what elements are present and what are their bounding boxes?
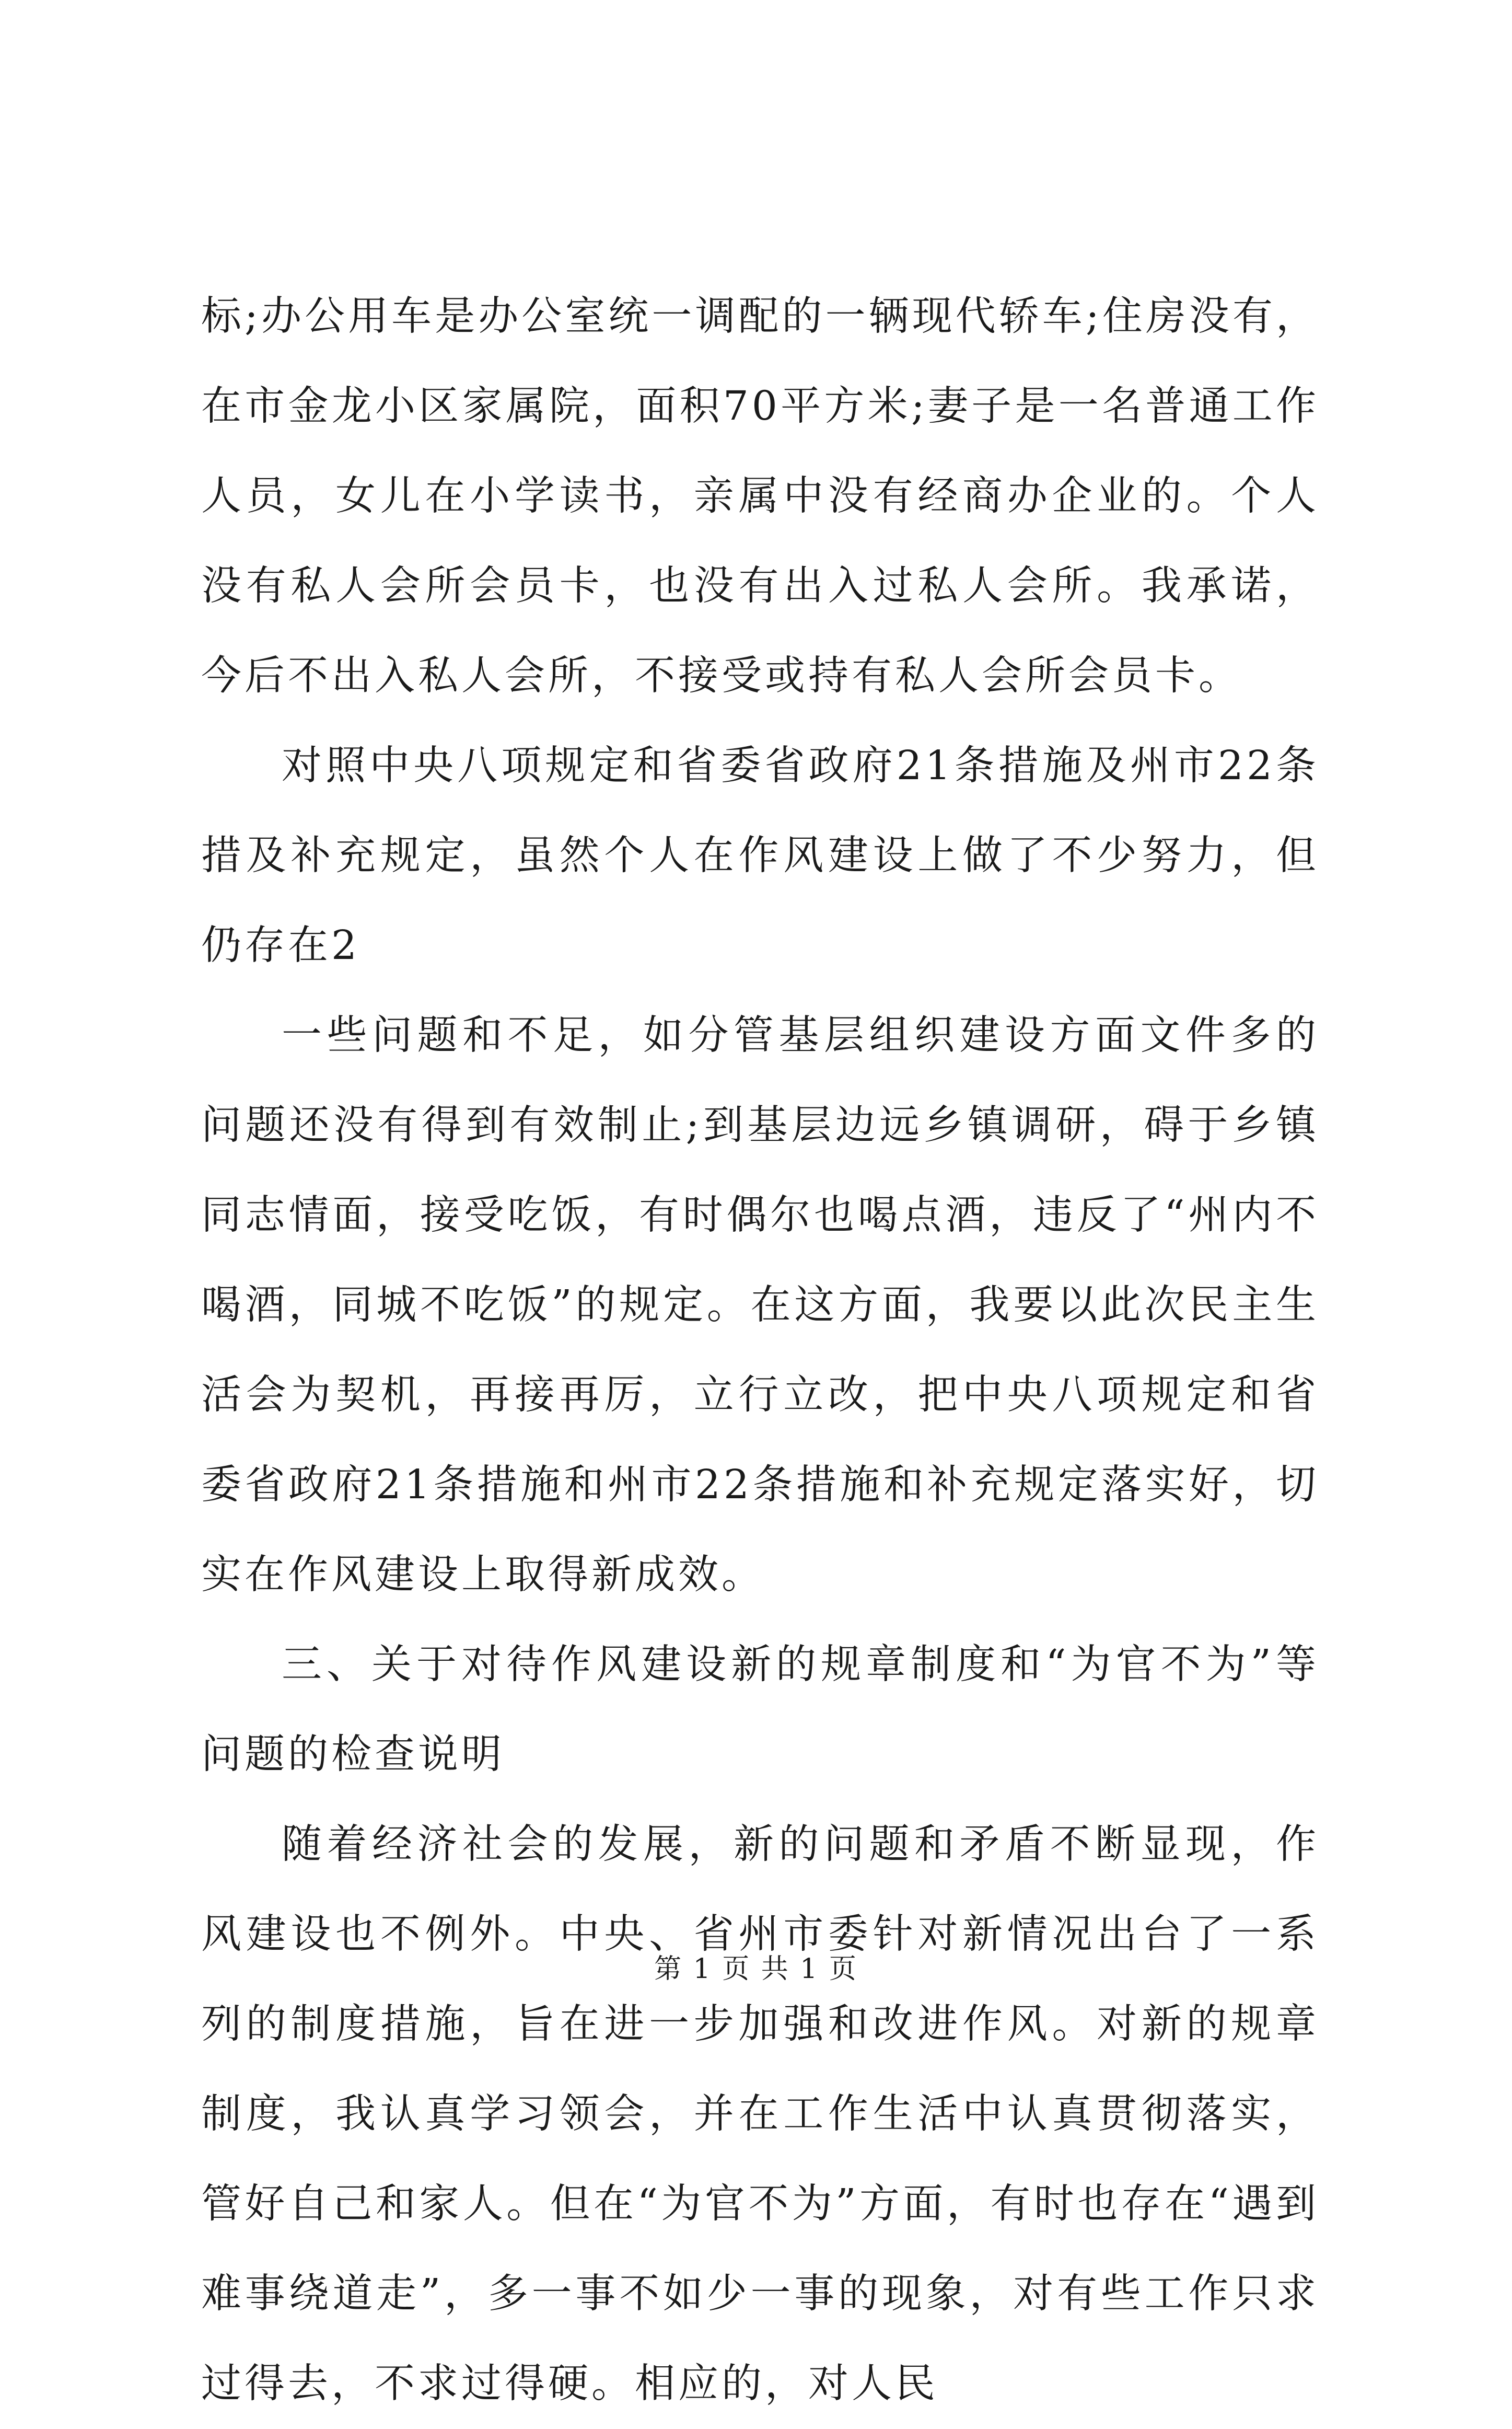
- paragraph-3: 一些问题和不足，如分管基层组织建设方面文件多的问题还没有得到有效制止;到基层边远乡镇调研，碍于乡镇同志情面，接受吃饭，有时偶尔也喝点酒，违反了“州内不喝酒，同城不吃饭”的规定。在这方面，我要以此次民主生活会为契机，再接再厉，立行立改，把中央八项规定和省委省政府21条措施和州市22条措施和补充规定落实好，切实在作风建设上取得新成效。: [201, 1012, 1319, 1598]
- section-heading-3: 三、关于对待作风建设新的规章制度和“为官不为”等问题的检查说明: [201, 1641, 1319, 1778]
- paragraph-5: 随着经济社会的发展，新的问题和矛盾不断显现，作风建设也不例外。中央、省州市委针对新情况出台了一系列的制度措施，旨在进一步加强和改进作风。对新的规章制度，我认真学习领会，并在工作生活中认真贯彻落实，管好自己和家人。但在“为官不为”方面，有时也存在“遇到难事绕道走”，多一事不如少一事的现象，对有些工作只求过得去，不求过得硬。相应的，对人民: [201, 1821, 1319, 2407]
- page-footer: 第 1 页 共 1 页: [654, 1953, 858, 1985]
- paragraph-1: 标;办公用车是办公室统一调配的一辆现代轿车;住房没有，在市金龙小区家属院，面积70平方米;妻子是一名普通工作人员，女儿在小学读书，亲属中没有经商办企业的。个人没有私人会所会员卡，也没有出入过私人会所。我承诺，今后不出入私人会所，不接受或持有私人会所会员卡。: [201, 293, 1319, 699]
- paragraph-2: 对照中央八项规定和省委省政府21条措施及州市22条措及补充规定，虽然个人在作风建设上做了不少努力，但仍存在2: [201, 743, 1319, 969]
- document-body: [201, 272, 1319, 2429]
